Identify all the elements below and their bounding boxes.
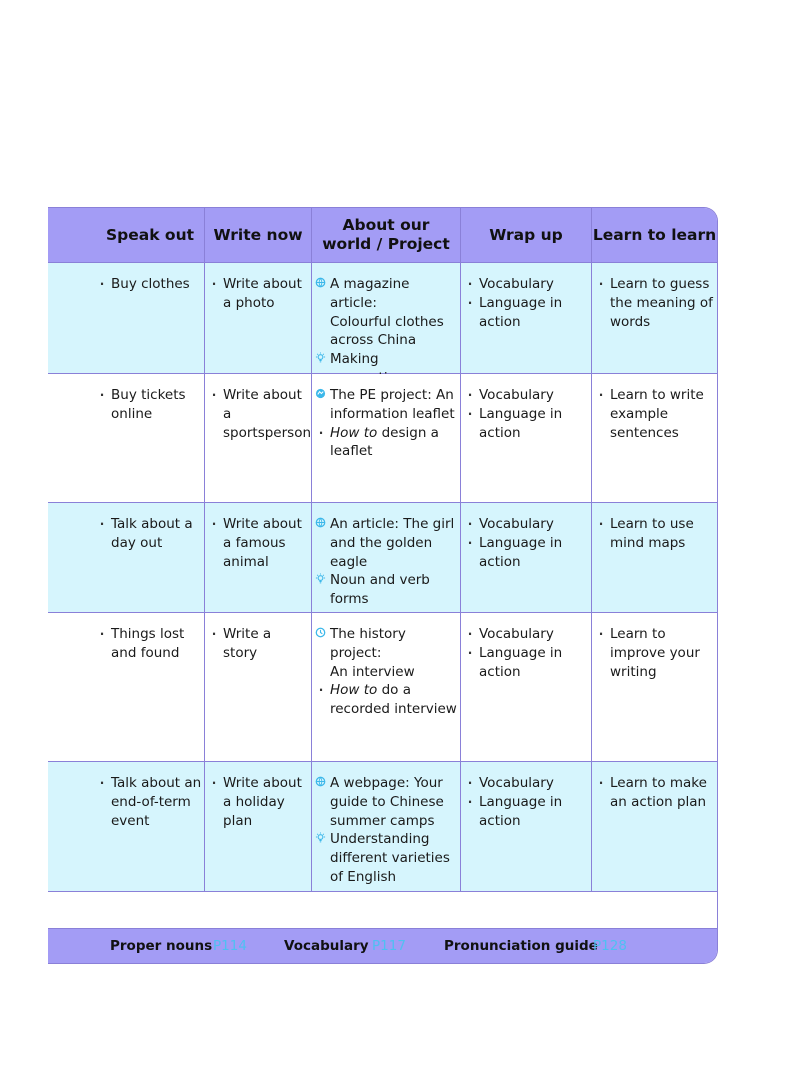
wrap-up-text: Vocabulary (479, 276, 554, 292)
speak-text: end-of-term (111, 793, 191, 810)
wrap-cell (464, 625, 589, 681)
wrap-cell (464, 275, 589, 331)
speak-text: day out (111, 534, 163, 551)
write-text: a photo (223, 294, 275, 311)
about-text: forms (330, 591, 369, 608)
header-speak-out: Speak out (105, 225, 195, 244)
wrap-up-text: Vocabulary (479, 775, 554, 791)
proper-nouns-page-link[interactable]: P114 (213, 938, 247, 954)
about-cell (315, 774, 458, 887)
bullet-icon: · (467, 517, 473, 531)
write-text: a holiday (223, 793, 285, 810)
about-text: The PE project: An (330, 387, 454, 403)
learn-cell (595, 515, 715, 553)
bullet-icon: · (318, 425, 324, 440)
write-cell (208, 625, 308, 663)
wrap-cell (464, 774, 589, 830)
learn-text: mind maps (610, 534, 686, 551)
about-text (330, 424, 458, 443)
write-item (208, 386, 312, 442)
speak-text: Buy tickets (111, 387, 186, 403)
write-text: sportsperson (223, 424, 312, 441)
about-text: information leaflet (330, 405, 455, 422)
speak-item (96, 515, 202, 553)
learn-text: the meaning of (610, 294, 713, 311)
column-divider (460, 208, 461, 892)
column-divider (311, 208, 312, 892)
learn-item (595, 386, 715, 442)
about-text: leaflet (330, 443, 373, 460)
wrap-up-text: action (479, 663, 521, 680)
bullet-icon: · (467, 277, 473, 291)
wrap-up-text: Vocabulary (479, 516, 554, 532)
about-item (315, 571, 458, 609)
about-text: An interview (330, 663, 415, 680)
wrap-up-text: Vocabulary (479, 387, 554, 403)
speak-text: and found (111, 644, 180, 661)
learn-text: Learn to make (610, 775, 707, 791)
wrap-up-item (464, 774, 589, 793)
learn-cell (595, 386, 715, 442)
globe-icon (315, 776, 327, 787)
wrap-cell (464, 386, 589, 442)
pe-project-icon (315, 388, 327, 399)
wrap-up-item (464, 515, 589, 534)
lightbulb-icon (315, 573, 327, 584)
bullet-icon: · (211, 517, 217, 531)
bullet-icon: · (467, 776, 473, 790)
about-item (315, 424, 458, 462)
bullet-icon: · (598, 388, 604, 402)
speak-text: event (111, 812, 150, 829)
table-header (48, 208, 717, 263)
globe-icon (315, 517, 327, 528)
table-row (48, 762, 717, 892)
write-text: animal (223, 553, 269, 570)
vocabulary-label: Vocabulary (284, 938, 369, 954)
pronunciation-guide-page-link[interactable]: P128 (593, 938, 627, 954)
learn-text: writing (610, 663, 657, 680)
bullet-icon: · (99, 277, 105, 291)
write-text: Write about (223, 775, 302, 791)
wrap-cell (464, 515, 589, 571)
learn-text: improve your (610, 644, 700, 661)
bullet-icon: · (318, 683, 324, 698)
speak-text: Buy clothes (111, 276, 190, 292)
write-text: Write about (223, 516, 302, 532)
wrap-up-text: Language in (479, 405, 563, 422)
proper-nouns-label: Proper nouns (110, 938, 213, 954)
learn-text: Learn to (610, 626, 666, 642)
bullet-icon: · (598, 627, 604, 641)
about-text: recorded interview (330, 701, 457, 718)
lightbulb-icon (315, 832, 327, 843)
about-text: across China (330, 332, 417, 349)
about-cell (315, 625, 458, 719)
speak-cell (96, 515, 202, 553)
about-text: The history project: (330, 626, 406, 661)
bullet-icon: · (99, 627, 105, 641)
about-text: eagle (330, 553, 368, 570)
speak-text: Talk about a (111, 516, 193, 532)
wrap-up-item (464, 625, 589, 644)
vocabulary-page-link[interactable]: P117 (372, 938, 406, 954)
learn-cell (595, 625, 715, 681)
about-cell (315, 386, 458, 461)
about-text: A magazine article: (330, 276, 410, 311)
write-text: a famous (223, 534, 286, 551)
learn-cell (595, 275, 715, 331)
bullet-icon: · (211, 388, 217, 402)
about-text: Colourful clothes (330, 313, 444, 330)
write-text: plan (223, 812, 253, 829)
wrap-up-text: Language in (479, 534, 563, 551)
write-item (208, 625, 308, 663)
about-item (315, 515, 458, 571)
about-text-rest: design a (377, 424, 439, 441)
about-text: and the golden (330, 534, 433, 551)
bullet-icon: · (467, 535, 473, 550)
wrap-up-item (464, 793, 589, 831)
bullet-icon: · (99, 388, 105, 402)
column-divider (591, 208, 592, 892)
wrap-up-text: Language in (479, 793, 563, 810)
write-item (208, 774, 308, 830)
wrap-up-text: Vocabulary (479, 626, 554, 642)
table-row (48, 613, 717, 762)
about-text: Making (330, 351, 379, 368)
write-text: Write about (223, 276, 302, 292)
bullet-icon: · (211, 776, 217, 790)
bullet-icon: · (467, 295, 473, 310)
about-cell (315, 515, 458, 609)
learn-text: Learn to use (610, 516, 694, 532)
wrap-up-text: action (479, 553, 521, 570)
wrap-up-item (464, 294, 589, 332)
learn-text: words (610, 313, 651, 330)
bullet-icon: · (211, 627, 217, 641)
bullet-icon: · (467, 388, 473, 402)
about-text: different varieties (330, 850, 450, 867)
how-to-italic: How to (330, 682, 378, 699)
speak-item (96, 774, 202, 830)
learn-cell (595, 774, 715, 812)
bullet-icon: · (467, 645, 473, 660)
learn-item (595, 515, 715, 553)
learn-item (595, 774, 715, 812)
wrap-up-item (464, 534, 589, 572)
write-text: Write a story (223, 626, 272, 661)
speak-text: online (111, 405, 153, 422)
speak-text: Things lost (111, 626, 185, 642)
learn-text: Learn to guess (610, 276, 710, 292)
clock-icon (315, 627, 327, 638)
header-write-now: Write now (213, 225, 303, 244)
about-item (315, 830, 458, 886)
how-to-italic: How to (330, 424, 378, 441)
about-cell (315, 275, 458, 388)
bullet-icon: · (99, 776, 105, 790)
write-cell (208, 386, 312, 442)
learn-item (595, 625, 715, 681)
speak-cell (96, 625, 202, 663)
bullet-icon: · (598, 776, 604, 790)
about-text: Noun and verb (330, 572, 430, 589)
learn-text: Learn to write (610, 387, 704, 403)
about-text: summer camps (330, 812, 435, 829)
write-cell (208, 774, 308, 830)
wrap-up-item (464, 405, 589, 443)
table-row (48, 503, 717, 613)
about-text-rest: do a (377, 682, 411, 699)
write-cell (208, 515, 308, 571)
about-item (315, 386, 458, 424)
about-item (315, 681, 458, 719)
about-text: of English (330, 868, 397, 885)
globe-icon (315, 277, 327, 288)
speak-cell (96, 774, 202, 830)
about-text: guide to Chinese (330, 793, 444, 810)
speak-item (96, 275, 202, 294)
wrap-up-text: Language in (479, 644, 563, 661)
speak-item (96, 386, 202, 424)
wrap-up-item (464, 386, 589, 405)
about-item (315, 625, 458, 681)
speak-item (96, 625, 202, 663)
column-divider (204, 208, 205, 892)
speak-text: Talk about an (111, 775, 202, 791)
about-item (315, 275, 458, 350)
wrap-up-text: action (479, 812, 521, 829)
learn-text: sentences (610, 424, 679, 441)
bullet-icon: · (467, 406, 473, 421)
about-text (330, 681, 458, 700)
speak-cell (96, 386, 202, 424)
contents-table (48, 207, 718, 964)
write-item (208, 275, 308, 313)
bullet-icon: · (211, 277, 217, 291)
wrap-up-text: action (479, 424, 521, 441)
speak-cell (96, 275, 202, 294)
bullet-icon: · (467, 627, 473, 641)
bullet-icon: · (598, 517, 604, 531)
lightbulb-icon (315, 352, 327, 363)
bullet-icon: · (99, 517, 105, 531)
learn-item (595, 275, 715, 331)
bullet-icon: · (467, 794, 473, 809)
wrap-up-text: action (479, 313, 521, 330)
about-text: An article: The girl (330, 516, 455, 532)
wrap-up-item (464, 275, 589, 294)
pronunciation-guide-label: Pronunciation guide (444, 938, 598, 954)
footer-bar (48, 928, 717, 964)
header-wrap-up: Wrap up (489, 225, 563, 244)
learn-text: example (610, 405, 669, 422)
wrap-up-text: Language in (479, 294, 563, 311)
learn-text: an action plan (610, 793, 707, 810)
write-cell (208, 275, 308, 313)
header-learn-to-learn: Learn to learn (592, 225, 717, 244)
header-about-our-world: About our world / Project (322, 216, 450, 253)
wrap-up-item (464, 644, 589, 682)
write-item (208, 515, 308, 571)
table-row (48, 374, 717, 503)
bullet-icon: · (598, 277, 604, 291)
table-row (48, 263, 717, 374)
about-text: A webpage: Your (330, 775, 443, 791)
about-text: Understanding (330, 831, 430, 848)
about-item (315, 774, 458, 830)
write-text: Write about a (223, 387, 302, 422)
